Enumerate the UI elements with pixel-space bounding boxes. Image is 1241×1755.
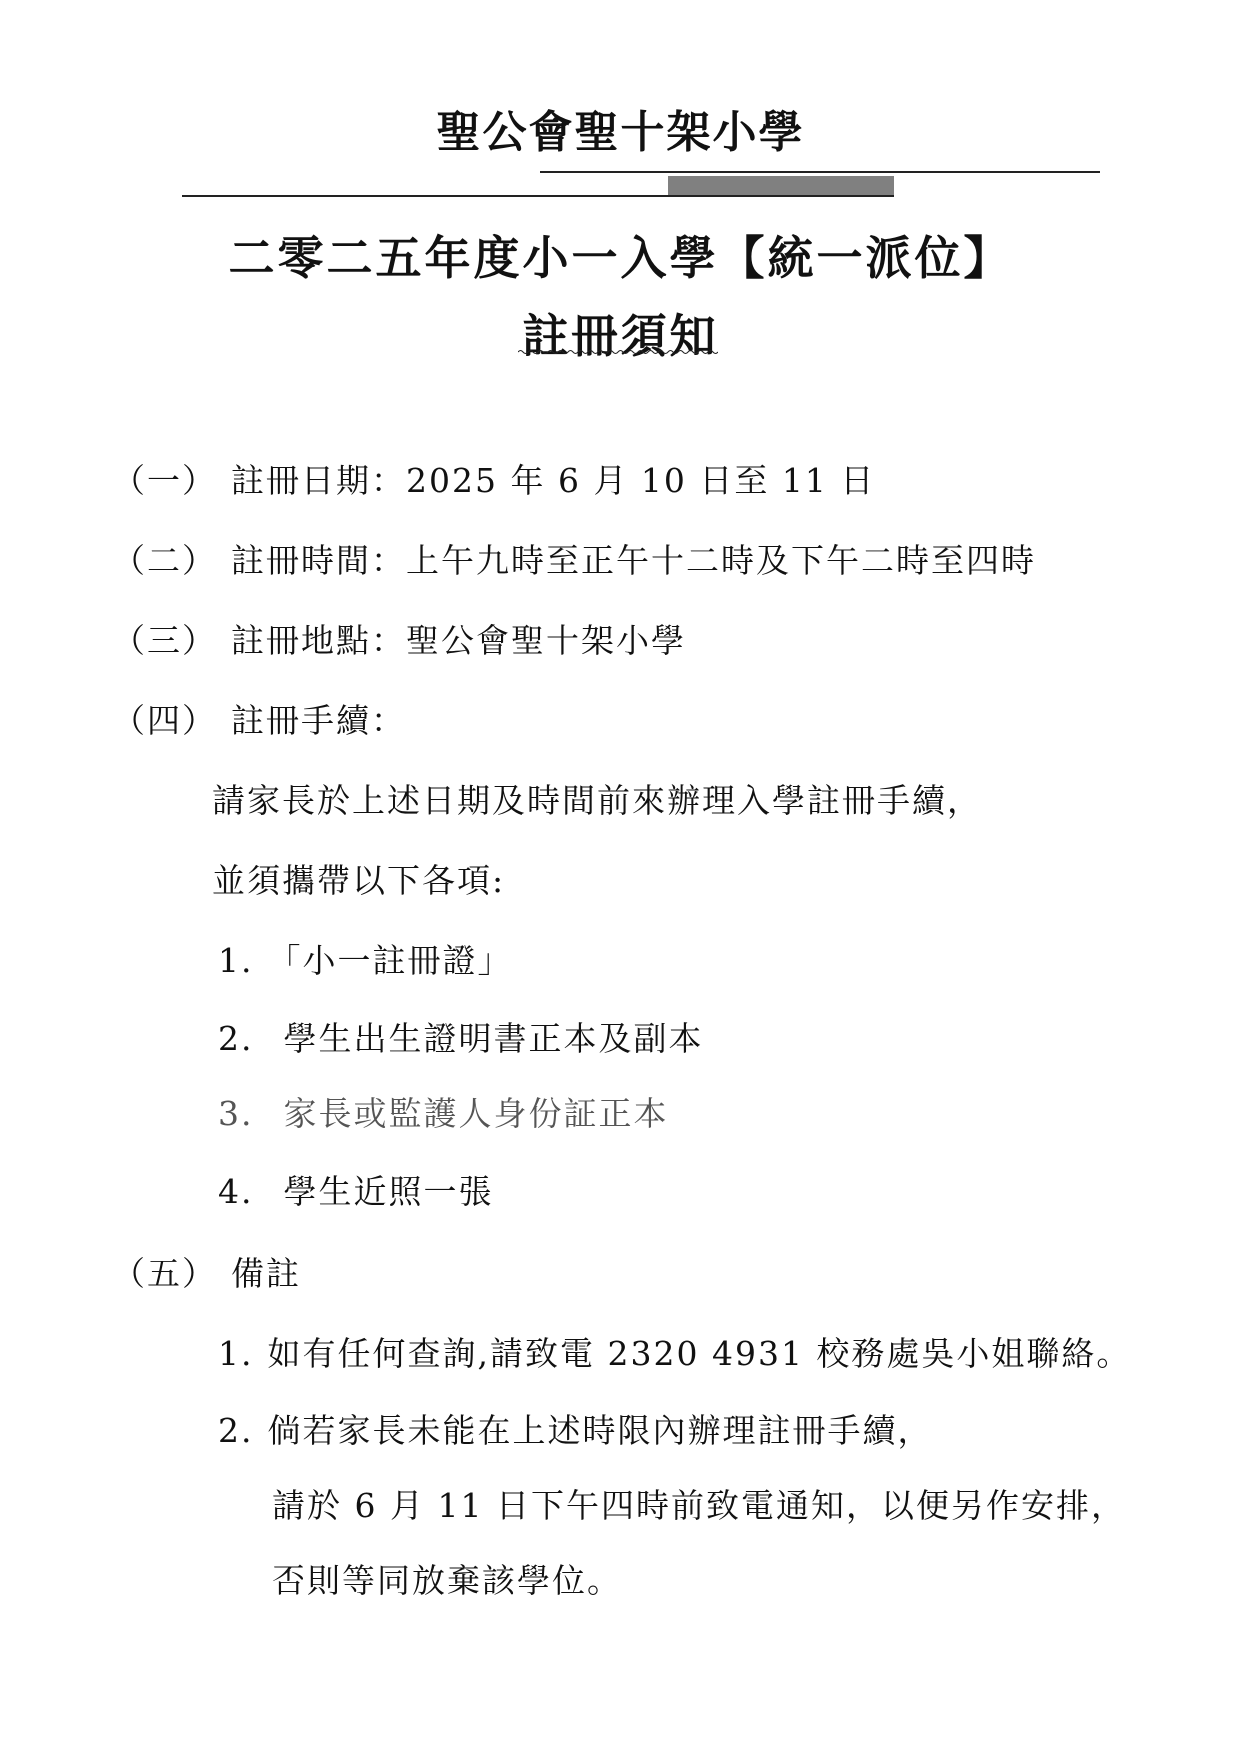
item-text: 「小一註冊證」 xyxy=(267,941,513,980)
document-title: 二零二五年度小一入學【統一派位】 xyxy=(228,231,1013,285)
school-name: 聖公會聖十架小學 xyxy=(436,107,805,158)
section-4-text: 註冊手續： xyxy=(231,701,406,740)
section-4-item-3 xyxy=(218,1088,669,1135)
section-4-paragraph-1: 請家長於上述日期及時間前來辦理入學註冊手續， xyxy=(212,781,982,820)
header-rule-bottom xyxy=(182,195,894,197)
item-number: 2. xyxy=(218,1411,254,1450)
section-5-text: 備註 xyxy=(231,1254,301,1293)
section-3 xyxy=(112,615,686,662)
item-number: 1. xyxy=(218,1334,254,1373)
section-1-text: 註冊日期：2025 年 6 月 10 日至 11 日 xyxy=(231,461,876,500)
section-2-text: 註冊時間：上午九時至正午十二時及下午二時至四時 xyxy=(231,541,1036,580)
section-4-item-4 xyxy=(218,1166,494,1213)
item-text: 如有任何查詢,請致電 2320 4931 校務處吳小姐聯絡。 xyxy=(267,1334,1132,1373)
section-5-item-2-continuation-1: 請於 6 月 11 日下午四時前致電通知，以便另作安排， xyxy=(272,1486,1126,1525)
section-5-item-2 xyxy=(218,1405,933,1452)
header-rule-top xyxy=(540,171,1100,173)
section-1 xyxy=(112,455,875,502)
item-number: 1. xyxy=(218,941,254,980)
section-4 xyxy=(112,695,406,742)
section-3-marker: （三） xyxy=(112,621,217,660)
item-text: 家長或監護人身份証正本 xyxy=(283,1094,669,1133)
section-5-item-2-continuation-2: 否則等同放棄該學位。 xyxy=(272,1561,622,1600)
section-2 xyxy=(112,535,1036,582)
subtitle-wavy-underline xyxy=(518,349,718,355)
header-rule-block xyxy=(668,176,894,195)
section-4-item-1 xyxy=(218,935,513,982)
section-4-marker: （四） xyxy=(112,701,217,740)
section-5-item-1 xyxy=(218,1328,1131,1375)
document-subtitle: 註冊須知 xyxy=(522,309,719,363)
section-5 xyxy=(112,1248,301,1295)
section-2-marker: （二） xyxy=(112,541,217,580)
section-4-paragraph-2: 並須攜帶以下各項: xyxy=(212,861,506,900)
item-number: 4. xyxy=(218,1172,254,1211)
item-number: 2. xyxy=(218,1019,254,1058)
item-text: 學生近照一張 xyxy=(283,1172,494,1211)
item-number: 3. xyxy=(218,1094,254,1133)
item-text: 倘若家長未能在上述時限內辦理註冊手續， xyxy=(267,1411,933,1450)
section-4-item-2 xyxy=(218,1013,704,1060)
section-5-marker: （五） xyxy=(112,1254,217,1293)
item-text: 學生出生證明書正本及副本 xyxy=(283,1019,704,1058)
section-1-marker: （一） xyxy=(112,461,217,500)
section-3-text: 註冊地點：聖公會聖十架小學 xyxy=(231,621,686,660)
